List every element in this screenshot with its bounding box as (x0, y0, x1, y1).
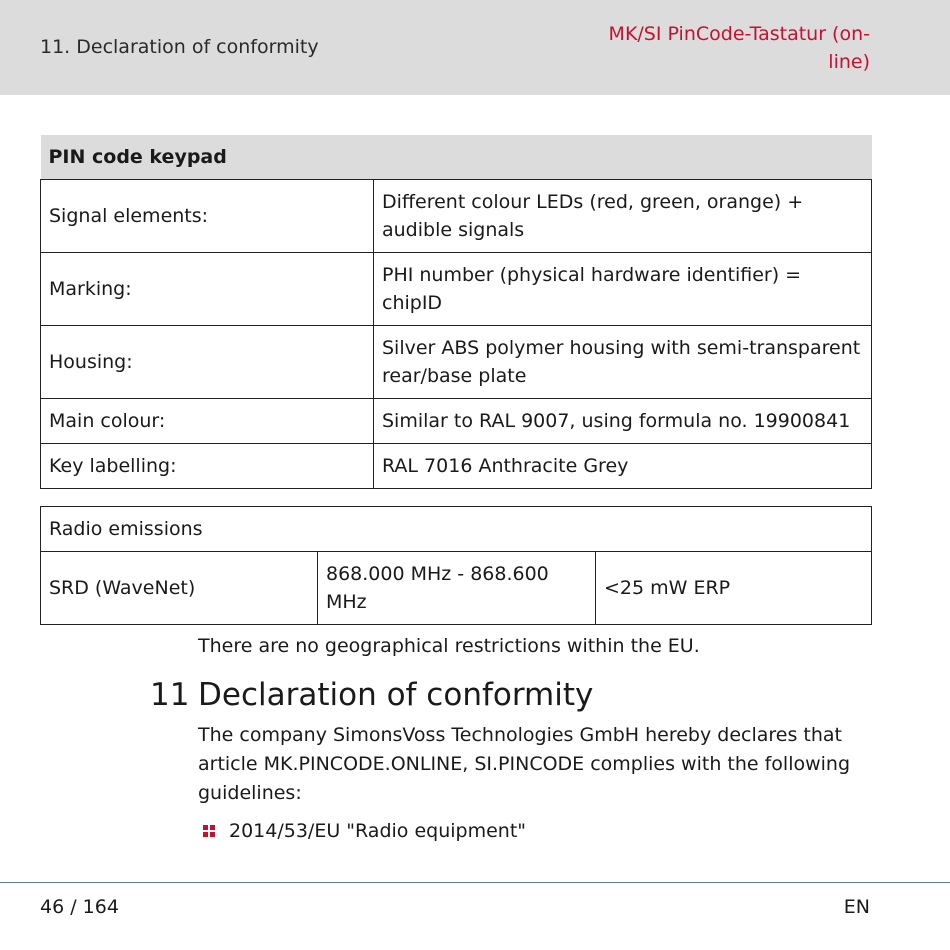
row-label: Main colour: (41, 399, 374, 444)
footer-divider (0, 882, 950, 883)
header-chapter-title: 11. Declaration of conformity (40, 36, 319, 58)
header-product-line-2: line) (828, 51, 870, 73)
page-header (0, 0, 950, 95)
row-value: Similar to RAL 9007, using formula no. 19900841 (374, 399, 872, 444)
row-value: PHI number (physical hardware identifier) = chipID (374, 253, 872, 326)
radio-emissions-table (40, 506, 872, 625)
declaration-paragraph: The company SimonsVoss Technologies GmbH hereby declares that article MK.PINCODE.ONLINE, SI.PINCODE complies with the following guidelines: (198, 724, 851, 804)
table-header-row (41, 135, 872, 180)
page-number: 46 / 164 (40, 896, 119, 918)
row-label: Key labelling: (41, 444, 374, 489)
language-code: EN (843, 896, 870, 918)
radio-power: <25 mW ERP (596, 552, 872, 625)
table-row (41, 253, 872, 326)
keypad-table-title: PIN code keypad (41, 135, 872, 180)
section-number: 11 (150, 677, 190, 713)
table-header-row (41, 507, 872, 552)
table-row (41, 399, 872, 444)
table-row (41, 326, 872, 399)
table-row (41, 180, 872, 253)
header-product-name (540, 20, 870, 76)
row-label: Marking: (41, 253, 374, 326)
eu-restriction-note: There are no geographical restrictions within the EU. (198, 635, 700, 657)
section-title: Declaration of conformity (198, 677, 594, 713)
radio-table-title: Radio emissions (41, 507, 872, 552)
list-item (198, 817, 526, 845)
table-row (41, 444, 872, 489)
table-row (41, 552, 872, 625)
radio-frequency: 868.000 MHz - 868.600 MHz (318, 552, 596, 625)
row-value: Different colour LEDs (red, green, orange) + audible signals (374, 180, 872, 253)
keypad-spec-table (40, 135, 872, 489)
row-label: Signal elements: (41, 180, 374, 253)
list-item-text: 2014/53/EU "Radio equipment" (229, 820, 527, 842)
row-label: Housing: (41, 326, 374, 399)
radio-band: SRD (WaveNet) (41, 552, 318, 625)
header-product-line-1: MK/SI PinCode-Tastatur (on- (608, 23, 870, 45)
row-value: RAL 7016 Anthracite Grey (374, 444, 872, 489)
row-value: Silver ABS polymer housing with semi-transparent rear/base plate (374, 326, 872, 399)
red-square-bullet-icon (203, 825, 215, 837)
